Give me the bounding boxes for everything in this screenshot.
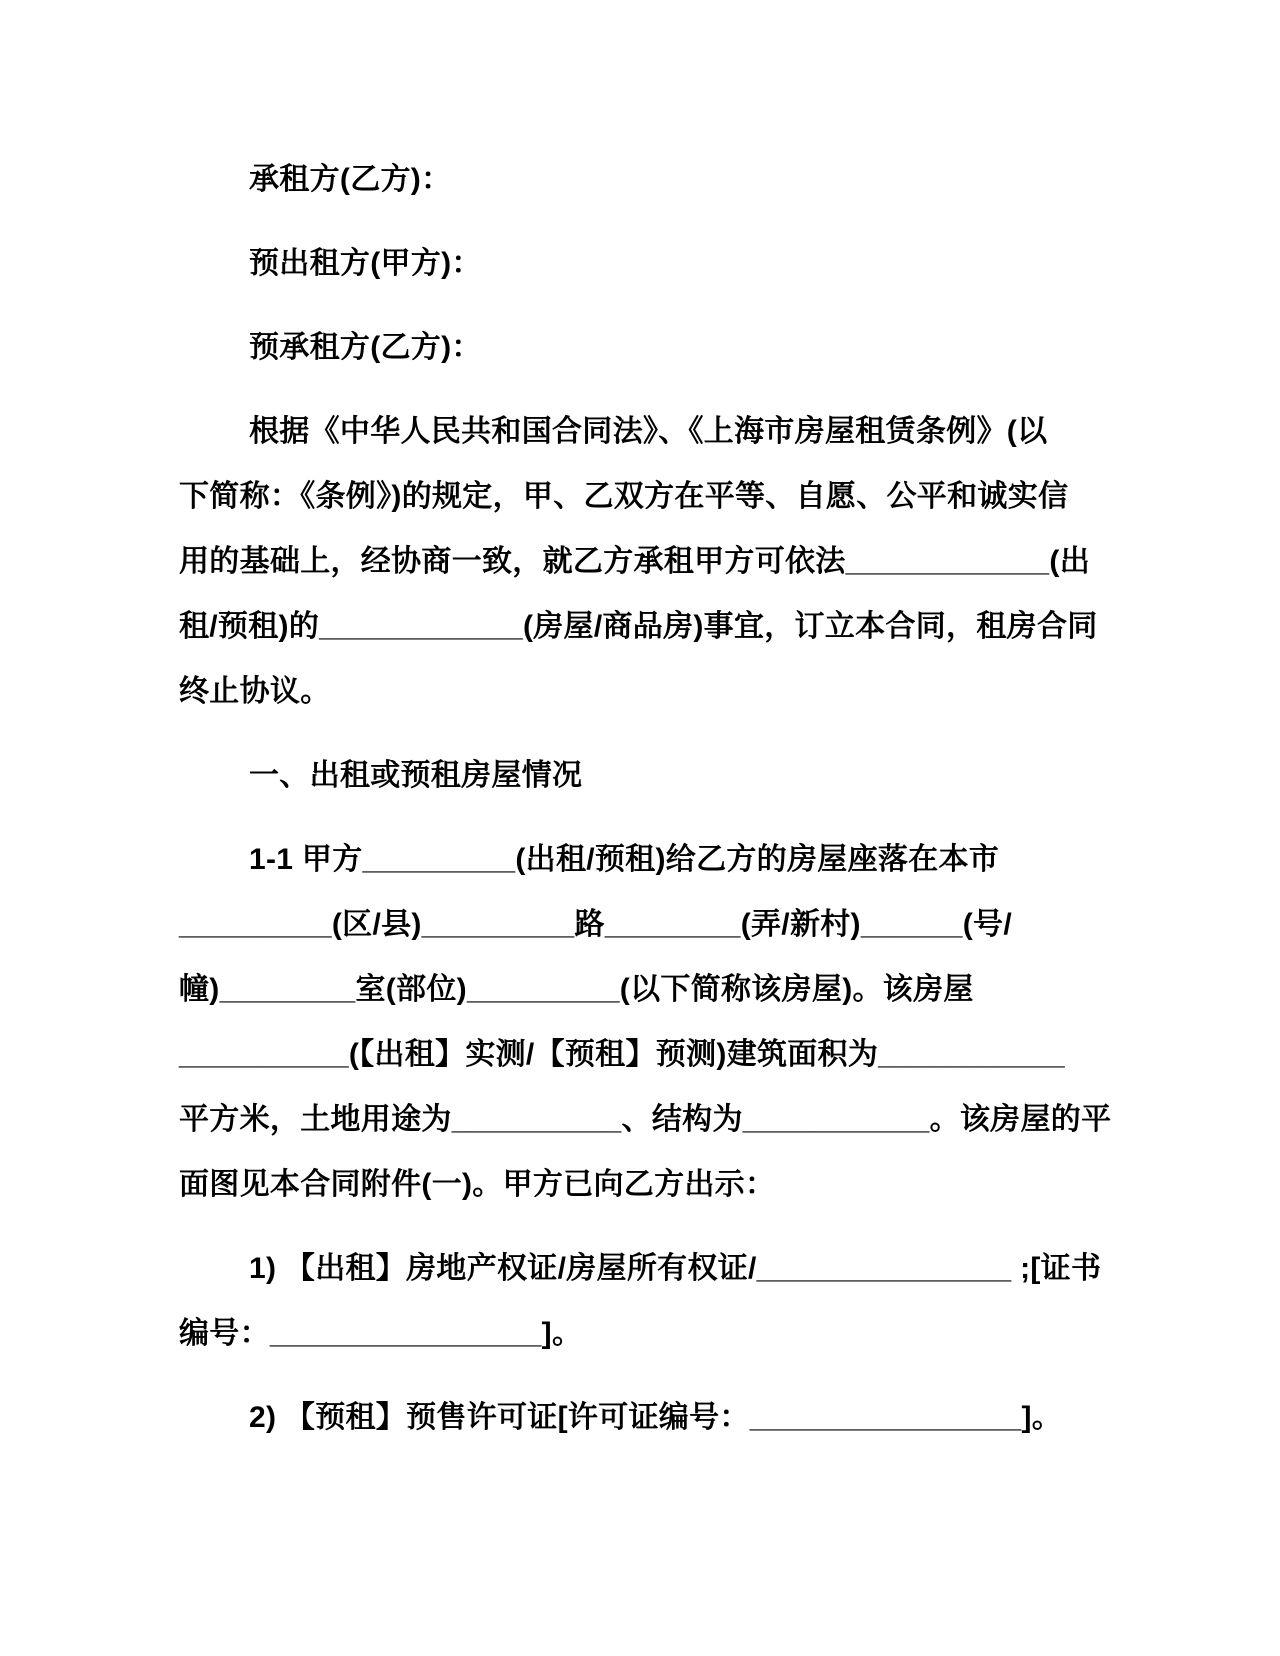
text-line: 用的基础上，经协商一致，就乙方承租甲方可依法____________(出 xyxy=(179,545,1091,578)
paragraph-preamble xyxy=(179,399,1220,724)
section-heading xyxy=(179,743,1220,808)
text-line: 租/预租)的____________(房屋/商品房)事宜，订立本合同，租房合同 xyxy=(179,610,1098,643)
text-line: 1-1 甲方_________(出租/预租)给乙方的房屋座落在本市 xyxy=(249,843,1000,876)
paragraph-pre-lessee xyxy=(179,315,1220,380)
paragraph-item-1 xyxy=(179,1236,1220,1366)
paragraph-lessee xyxy=(179,147,1220,212)
text-line: 预出租方(甲方)： xyxy=(249,247,482,280)
paragraph-clause-1-1 xyxy=(179,827,1220,1217)
text-line: __________(【出租】实测/【预租】预测)建筑面积为___________ xyxy=(179,1038,1065,1071)
text-line: 面图见本合同附件(一)。甲方已向乙方出示： xyxy=(179,1168,776,1201)
text-line: 预承租方(乙方)： xyxy=(249,331,482,364)
text-line: 幢)________室(部位)_________(以下简称该房屋)。该房屋 xyxy=(179,973,974,1006)
paragraph-item-2 xyxy=(179,1385,1220,1450)
text-line: 承租方(乙方)： xyxy=(249,163,452,196)
text-line: 根据《中华人民共和国合同法》、《上海市房屋租赁条例》(以 xyxy=(249,415,1048,448)
text-line: 终止协议。 xyxy=(179,675,331,708)
paragraph-pre-lessor xyxy=(179,231,1220,296)
text-line: 下简称：《条例》)的规定，甲、乙双方在平等、自愿、公平和诚实信 xyxy=(179,480,1069,513)
text-line: _________(区/县)_________路________(弄/新村)______(号/ xyxy=(179,908,1012,941)
text-line: 编号：________________]。 xyxy=(179,1317,583,1350)
heading-line: 一、出租或预租房屋情况 xyxy=(249,759,583,792)
text-line: 2) 【预租】预售许可证[许可证编号：________________]。 xyxy=(249,1401,1063,1434)
text-line: 平方米，土地用途为__________、结构为___________。该房屋的平 xyxy=(179,1103,1112,1136)
text-line: 1) 【出租】房地产权证/房屋所有权证/_______________ ;[证书 xyxy=(249,1252,1102,1285)
